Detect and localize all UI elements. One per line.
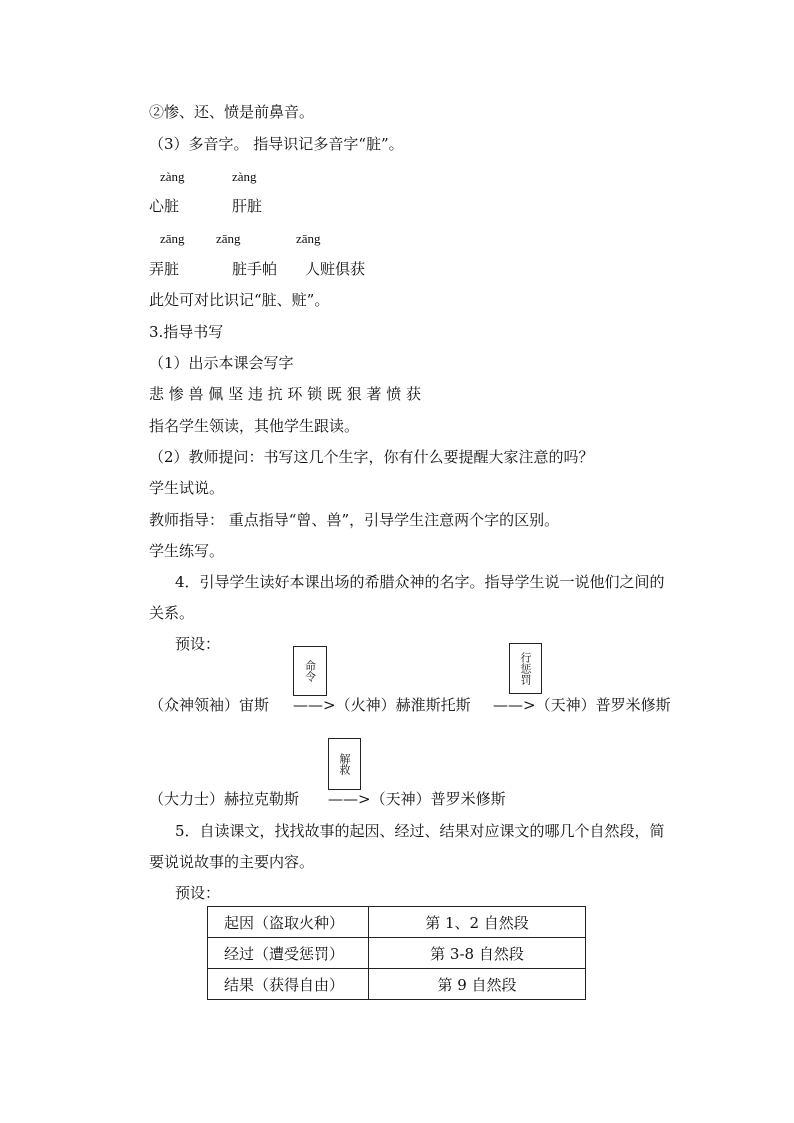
word: 肝脏 xyxy=(232,197,263,215)
table-row xyxy=(208,938,586,969)
relation-box: 行惩罚 xyxy=(509,643,542,694)
table-cell-value: 第 9 自然段 xyxy=(369,969,586,1000)
table-cell-label: 经过（遭受惩罚） xyxy=(208,938,369,969)
relation-node: （大力士）赫拉克勒斯 xyxy=(149,790,300,808)
text-line: 教师指导： 重点指导“曾、兽”，引导学生注意两个字的区别。 xyxy=(149,511,560,529)
word: 脏手帕 xyxy=(232,260,278,278)
word: 心脏 xyxy=(149,197,180,215)
text-line: 4．引导学生读好本课出场的希腊众神的名字。指导学生说一说他们之间的 xyxy=(175,573,665,591)
relation-node: （众神领袖）宙斯 xyxy=(149,696,270,714)
character-list: 悲 惨 兽 佩 坚 违 抗 环 锁 既 狠 著 愤 获 xyxy=(149,385,421,403)
text-line: （2）教师提问：书写这几个生字，你有什么要提醒大家注意的吗？ xyxy=(149,448,594,466)
text-line: （1）出示本课会写字 xyxy=(149,354,294,372)
relation-arrow: ——>（火神）赫淮斯托斯 xyxy=(293,696,471,714)
table-cell-label: 结果（获得自由） xyxy=(208,969,369,1000)
text-line: 关系。 xyxy=(149,604,195,622)
text-line: 5．自读课文，找找故事的起因、经过、结果对应课文的哪几个自然段，简 xyxy=(175,822,665,840)
story-structure-table xyxy=(207,906,586,1000)
table-row xyxy=(208,969,586,1000)
pinyin: zāng xyxy=(216,231,241,246)
relation-arrow: ——>（天神）普罗米修斯 xyxy=(493,696,671,714)
text-line: 预设： xyxy=(175,884,221,902)
table-row xyxy=(208,907,586,938)
table-cell-value: 第 1、2 自然段 xyxy=(369,907,586,938)
section-heading: 3.指导书写 xyxy=(149,323,224,341)
pinyin: zāng xyxy=(160,231,185,246)
pinyin: zàng xyxy=(232,169,257,184)
table-cell-label: 起因（盗取火种） xyxy=(208,907,369,938)
relation-arrow: ——>（天神）普罗米修斯 xyxy=(328,790,506,808)
word: 人赃俱获 xyxy=(305,260,366,278)
relation-box: 解救 xyxy=(328,738,361,790)
text-line: 此处可对比识记“脏、赃”。 xyxy=(149,291,330,309)
text-line: 预设： xyxy=(175,635,221,653)
table-cell-value: 第 3-8 自然段 xyxy=(369,938,586,969)
pinyin: zāng xyxy=(296,231,321,246)
text-line: 指名学生领读，其他学生跟读。 xyxy=(149,417,360,435)
relation-box: 命令 xyxy=(293,646,327,696)
text-line: ②惨、还、愤是前鼻音。 xyxy=(149,103,315,121)
text-line: 学生练写。 xyxy=(149,542,225,560)
word: 弄脏 xyxy=(149,260,180,278)
text-line: 学生试说。 xyxy=(149,479,225,497)
text-line: （3）多音字。 指导识记多音字“脏”。 xyxy=(149,135,404,153)
text-line: 要说说故事的主要内容。 xyxy=(149,853,315,871)
pinyin: zàng xyxy=(160,169,185,184)
